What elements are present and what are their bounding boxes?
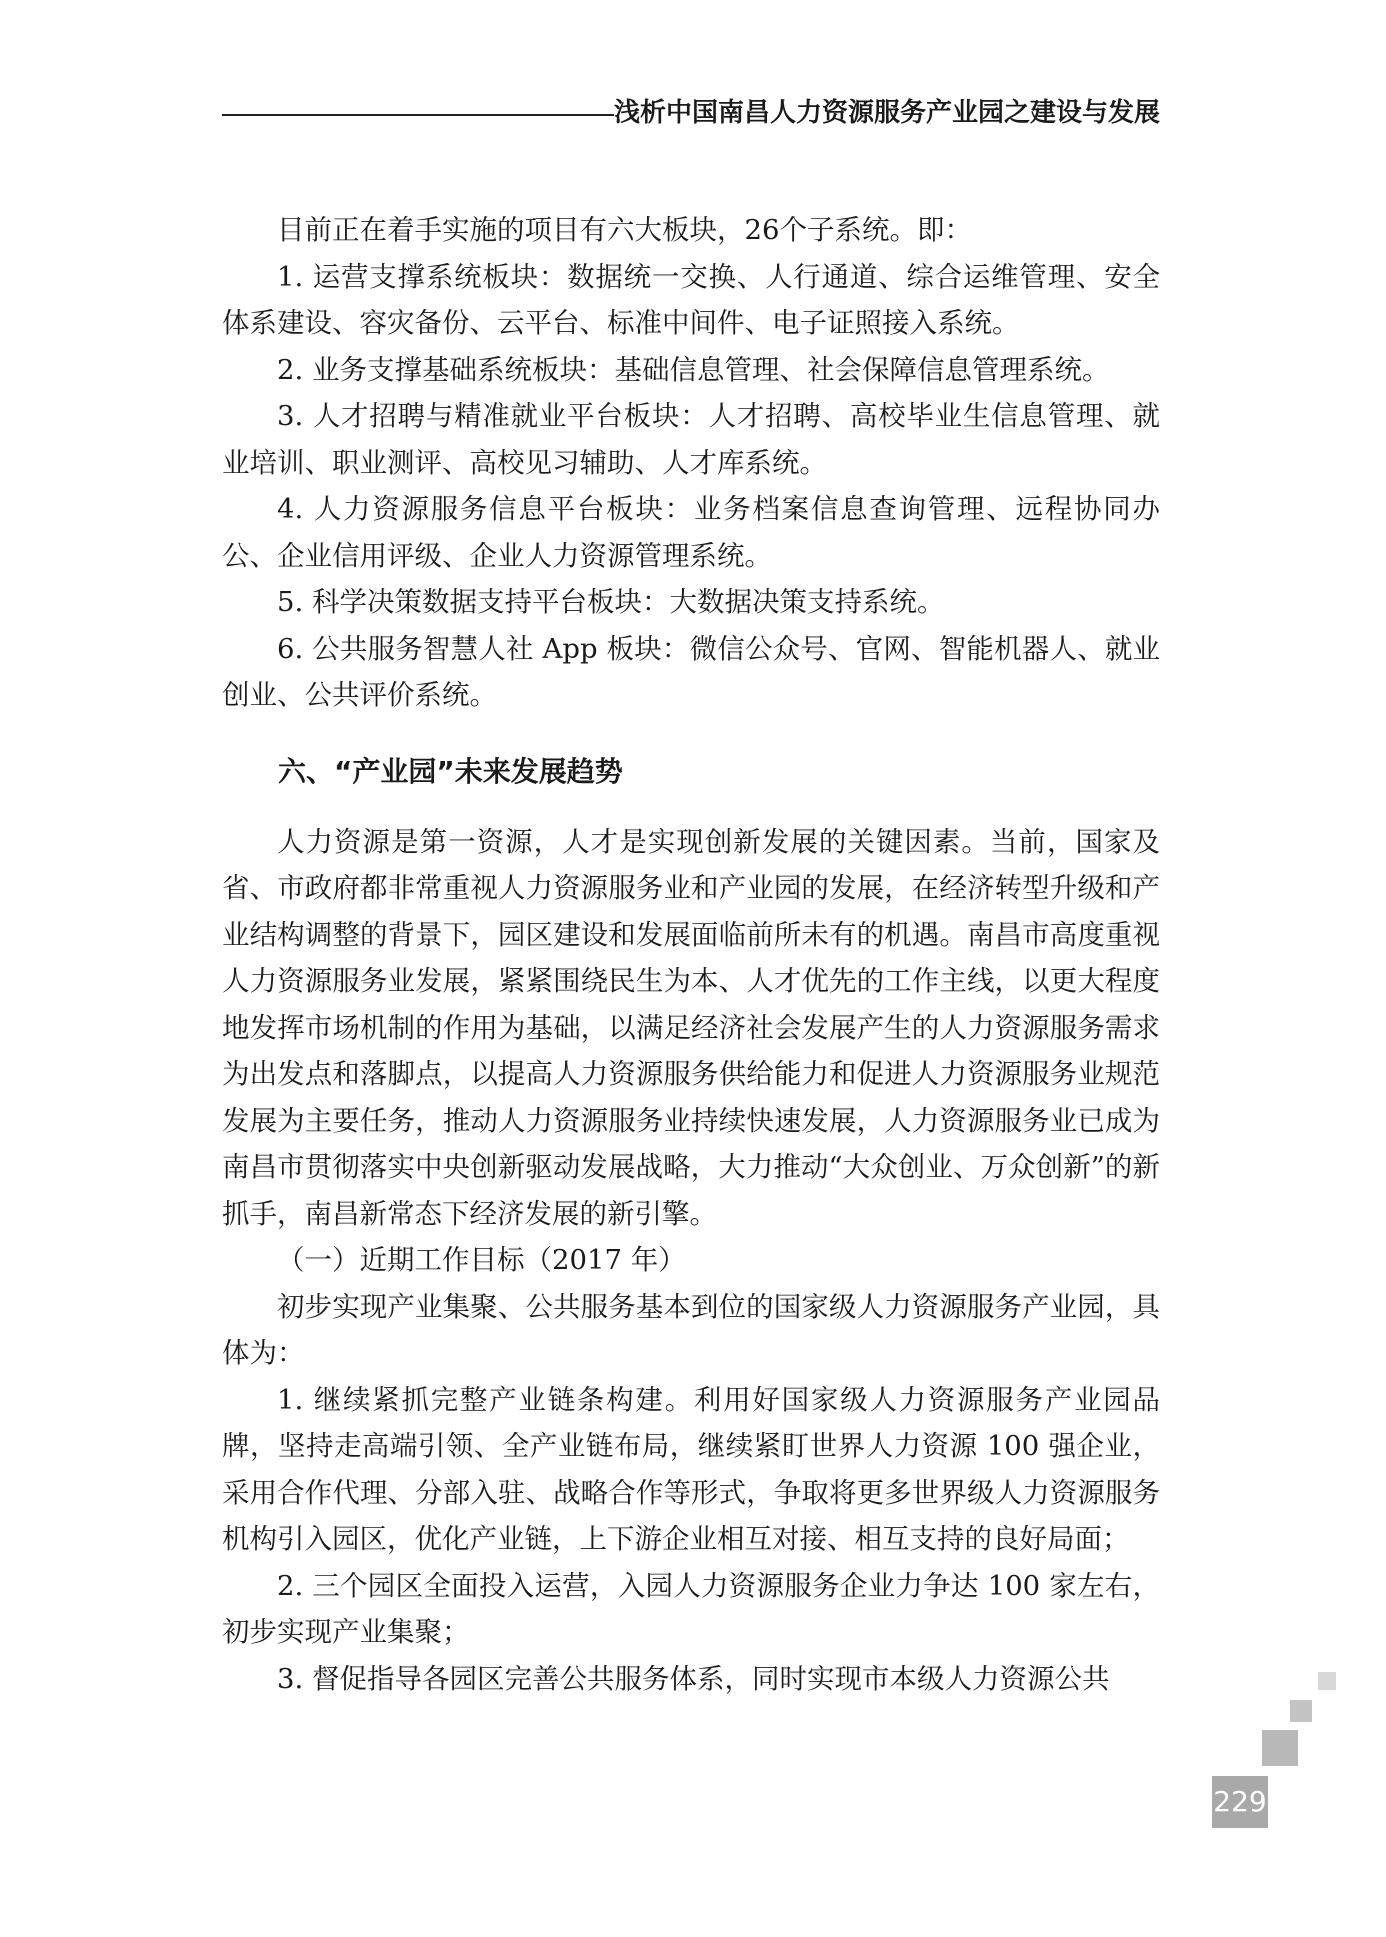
running-header-title: 浅析中国南昌人力资源服务产业园之建设与发展 [613,98,1160,128]
page-body [222,207,1160,1702]
paragraph: 人力资源是第一资源，人才是实现创新发展的关键因素。当前，国家及省、市政府都非常重视人力资源服务业和产业园的发展，在经济转型升级和产业结构调整的背景下，园区建设和发展面临前所未有的机遇。南昌市高度重视人力资源服务业发展，紧紧围绕民生为本、人才优先的工作主线，以更大程度地发挥市场机制的作用为基础，以满足经济社会发展产生的人力资源服务需求为出发点和落脚点，以提高人力资源服务供给能力和促进人力资源服务业规范发展为主要任务，推动人力资源服务业持续快速发展，人力资源服务业已成为南昌市贯彻落实中央创新驱动发展战略，大力推动“大众创业、万众创新”的新抓手，南昌新常态下经济发展的新引擎。 [222,825,1160,1230]
paragraph: 目前正在着手实施的项目有六大板块，26个子系统。即： [277,214,972,246]
header-rule [222,114,614,116]
page-number: 229 [1212,1776,1268,1828]
list-item: 4. 人力资源服务信息平台板块：业务档案信息查询管理、远程协同办公、企业信用评级、企业人力资源管理系统。 [222,493,1160,572]
list-item: 6. 公共服务智慧人社 App 板块：微信公众号、官网、智能机器人、就业创业、公共评价系统。 [222,632,1160,711]
subheading: （一）近期工作目标（2017 年） [277,1244,686,1276]
list-item: 1. 继续紧抓完整产业链条构建。利用好国家级人力资源服务产业园品牌，坚持走高端引领、全产业链布局，继续紧盯世界人力资源 100 强企业，采用合作代理、分部入驻、战略合作等形式，争取将更多世界级人力资源服务机构引入园区，优化产业链，上下游企业相互对接、相互支持的良好局面； [222,1383,1160,1555]
running-header [222,96,1160,130]
decorative-square [1262,1730,1298,1766]
paragraph: 初步实现产业集聚、公共服务基本到位的国家级人力资源服务产业园，具体为： [222,1290,1160,1369]
list-item: 1. 运营支撑系统板块：数据统一交换、人行通道、综合运维管理、安全体系建设、容灾备份、云平台、标准中间件、电子证照接入系统。 [222,260,1160,339]
decorative-square [1318,1672,1336,1690]
list-item: 3. 人才招聘与精准就业平台板块：人才招聘、高校毕业生信息管理、就业培训、职业测评、高校见习辅助、人才库系统。 [222,400,1160,479]
section-heading: 六、“产业园”未来发展趋势 [278,754,623,788]
list-item: 3. 督促指导各园区完善公共服务体系，同时实现市本级人力资源公共 [277,1662,1110,1695]
list-item: 2. 业务支撑基础系统板块：基础信息管理、社会保障信息管理系统。 [277,353,1110,386]
decorative-square [1290,1700,1312,1722]
list-item: 2. 三个园区全面投入运营，入园人力资源服务企业力争达 100 家左右，初步实现产业集聚； [222,1569,1160,1648]
list-item: 5. 科学决策数据支持平台板块：大数据决策支持系统。 [277,586,945,618]
